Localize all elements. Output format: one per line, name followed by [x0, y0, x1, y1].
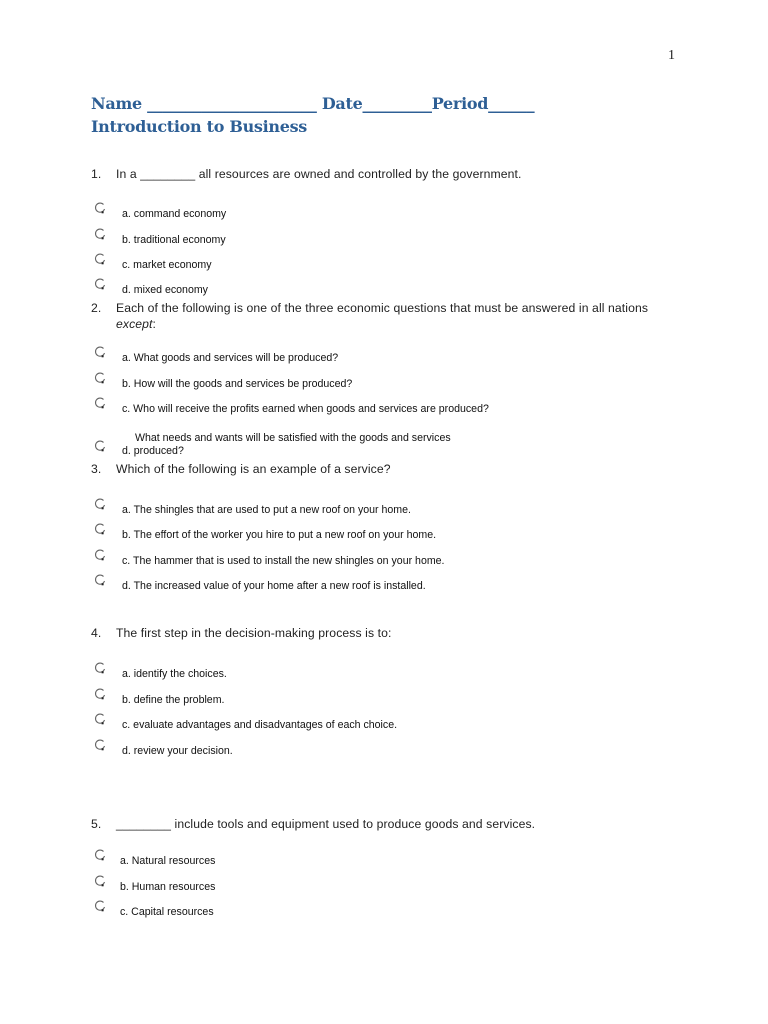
- option-label: d. mixed economy: [122, 284, 208, 296]
- radio-button-icon[interactable]: [94, 662, 106, 674]
- radio-button-icon[interactable]: [94, 228, 106, 240]
- worksheet-header: [91, 92, 534, 138]
- question-text: In a ________ all resources are owned and controlled by the government.: [116, 167, 522, 181]
- option-label: a. The shingles that are used to put a new roof on your home.: [122, 504, 411, 516]
- question-text-italic: except: [116, 317, 153, 331]
- question-number: 5.: [91, 817, 102, 831]
- radio-button-icon[interactable]: [94, 849, 106, 861]
- option-label: b. The effort of the worker you hire to put a new roof on your home.: [122, 529, 437, 541]
- option-label-line2: d. produced?: [122, 445, 184, 457]
- question-text: Which of the following is an example of a service?: [116, 462, 391, 476]
- question-text: [116, 300, 661, 332]
- option-label-line1: What needs and wants will be satisfied with the goods and services: [135, 432, 451, 444]
- radio-button-icon[interactable]: [94, 253, 106, 265]
- radio-button-icon[interactable]: [94, 523, 106, 535]
- question-number: 4.: [91, 626, 102, 640]
- radio-button-icon[interactable]: [94, 440, 106, 452]
- question-number: 1.: [91, 167, 102, 181]
- option-label: a. What goods and services will be produced?: [122, 352, 339, 364]
- worksheet-title: Introduction to Business: [91, 117, 308, 136]
- radio-button-icon[interactable]: [94, 574, 106, 586]
- radio-button-icon[interactable]: [94, 739, 106, 751]
- option-label: a. identify the choices.: [122, 668, 227, 680]
- question-text-end: :: [152, 317, 157, 331]
- option-label: d. review your decision.: [122, 745, 233, 757]
- question-number: 3.: [91, 462, 102, 476]
- question-number: 2.: [91, 301, 102, 315]
- question-text-line: Each of the following is one of the three economic questions that must be answered in all nations: [116, 301, 649, 315]
- question-text: The first step in the decision-making process is to:: [116, 626, 392, 640]
- option-label: d. The increased value of your home after a new roof is installed.: [122, 580, 426, 592]
- option-label: b. Human resources: [120, 881, 216, 893]
- option-label: b. define the problem.: [122, 694, 225, 706]
- option-label: c. Who will receive the profits earned when goods and services are produced?: [122, 403, 489, 415]
- radio-button-icon[interactable]: [94, 202, 106, 214]
- radio-button-icon[interactable]: [94, 346, 106, 358]
- option-label: c. evaluate advantages and disadvantages of each choice.: [122, 719, 398, 731]
- radio-button-icon[interactable]: [94, 900, 106, 912]
- option-label: c. market economy: [122, 259, 212, 271]
- option-label: a. Natural resources: [120, 855, 216, 867]
- option-label: b. traditional economy: [122, 234, 226, 246]
- radio-button-icon[interactable]: [94, 498, 106, 510]
- radio-button-icon[interactable]: [94, 549, 106, 561]
- radio-button-icon[interactable]: [94, 397, 106, 409]
- radio-button-icon[interactable]: [94, 278, 106, 290]
- name-date-period-line: Name ______________________ Date_________Period______: [91, 94, 535, 113]
- option-label: a. command economy: [122, 208, 227, 220]
- option-label: c. The hammer that is used to install the new shingles on your home.: [122, 555, 445, 567]
- question-text: ________ include tools and equipment used to produce goods and services.: [116, 817, 536, 831]
- radio-button-icon[interactable]: [94, 372, 106, 384]
- option-label: b. How will the goods and services be produced?: [122, 378, 353, 390]
- page-number: 1: [668, 48, 675, 63]
- radio-button-icon[interactable]: [94, 713, 106, 725]
- option-label: c. Capital resources: [120, 906, 214, 918]
- radio-button-icon[interactable]: [94, 875, 106, 887]
- radio-button-icon[interactable]: [94, 688, 106, 700]
